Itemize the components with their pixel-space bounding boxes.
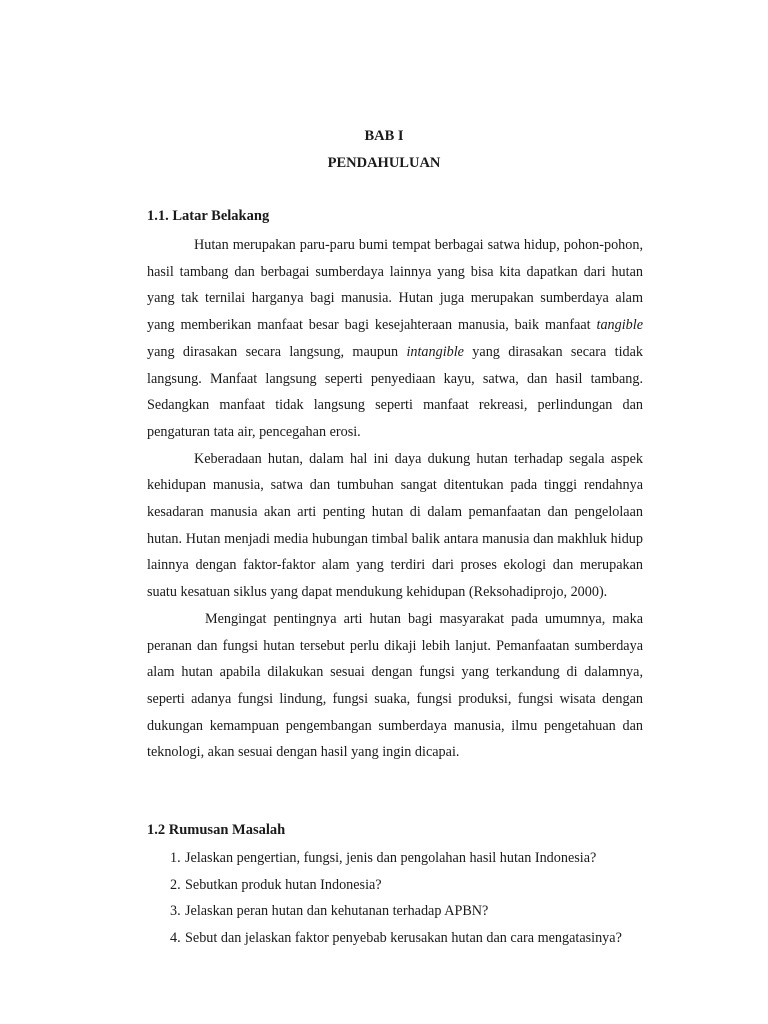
list-number: 2.	[170, 876, 181, 893]
list-text: Jelaskan pengertian, fungsi, jenis dan pengolahan hasil hutan Indonesia?	[185, 850, 597, 866]
term-tangible: tangible	[596, 317, 643, 334]
list-item	[170, 898, 650, 925]
section-heading-rumusan-masalah: 1.2 Rumusan Masalah	[147, 822, 286, 838]
section-heading-latar-belakang: 1.1. Latar Belakang	[147, 208, 270, 224]
term-intangible: intangible	[406, 343, 464, 360]
list-number: 4.	[170, 929, 181, 946]
paragraph-2: Keberadaan hutan, dalam hal ini daya dukung hutan terhadap segala aspek kehidupan manusia, satwa dan tumbuhan sangat ditentukan pada tinggi rendahnya kesadaran manusia akan arti penting hutan di dalam pemanfaatan dan pengelolaan hutan. Hutan menjadi media hubungan timbal balik antara manusia dan makhluk hidup lainnya dengan faktor-faktor alam yang terdiri dari proses ekologi dan merupakan suatu kesatuan siklus yang dapat mendukung kehidupan (Reksohadiprojo, 2000).	[147, 450, 643, 601]
problem-list	[170, 845, 650, 951]
list-number: 1.	[170, 850, 181, 866]
list-text: Sebutkan produk hutan Indonesia?	[185, 876, 382, 893]
chapter-number: BAB I	[364, 128, 404, 144]
list-item	[170, 925, 650, 952]
list-text: Sebut dan jelaskan faktor penyebab kerusakan hutan dan cara mengatasinya?	[185, 929, 622, 946]
list-text: Jelaskan peran hutan dan kehutanan terhadap APBN?	[185, 903, 489, 919]
body-text-latar-belakang	[147, 232, 643, 766]
paragraph-1-part-a: Hutan merupakan paru-paru bumi tempat berbagai satwa hidup, pohon-pohon, hasil tambang dan berbagai sumberdaya lainnya yang bisa kita dapatkan dari hutan yang tak ternilai harganya bagi manusia. Hutan juga merupakan sumberdaya alam yang memberikan manfaat besar bagi kesejahteraan manusia, baik manfaat	[147, 237, 643, 334]
chapter-title: PENDAHULUAN	[327, 155, 441, 171]
list-number: 3.	[170, 903, 181, 919]
paragraph-1	[147, 232, 643, 446]
list-item	[170, 872, 650, 899]
paragraph-3: Mengingat pentingnya arti hutan bagi masyarakat pada umumnya, maka peranan dan fungsi hutan tersebut perlu dikaji lebih lanjut. Pemanfaatan sumberdaya alam hutan apabila dilakukan sesuai dengan fungsi yang terkandung di dalamnya, seperti adanya fungsi lindung, fungsi suaka, fungsi produksi, fungsi wisata dengan dukungan kemampuan pengembangan sumberdaya manusia, ilmu pengetahuan dan teknologi, akan sesuai dengan hasil yang ingin dicapai.	[147, 610, 643, 761]
list-item	[170, 845, 650, 872]
paragraph-1-part-b: yang dirasakan secara langsung, maupun	[147, 343, 407, 360]
paragraph-1-part-c: yang dirasakan secara tidak langsung. Manfaat langsung seperti penyediaan kayu, satwa, dan hasil tambang. Sedangkan manfaat tidak langsung seperti manfaat rekreasi, perlindungan dan pengaturan tata air, pencegahan erosi.	[147, 343, 643, 440]
